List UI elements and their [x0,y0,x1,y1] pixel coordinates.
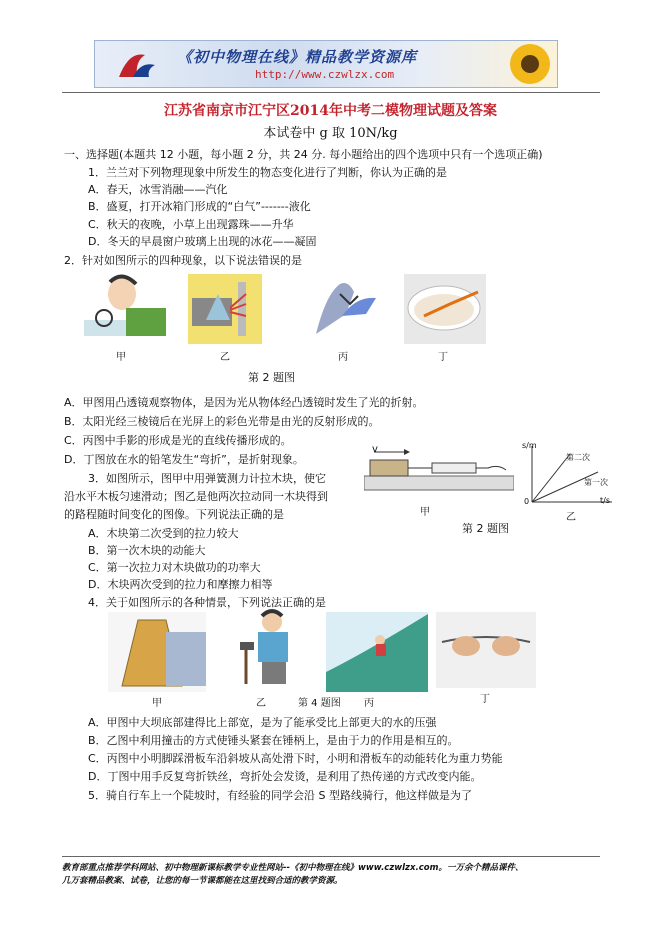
q3-graph-xlabel: t/s [600,496,610,505]
q4-fig-yi-hammer [236,608,300,690]
q4-option-a: A．甲图中大坝底部建得比上部宽，是为了能承受比上部更大的水的压强 [88,716,437,729]
q1-option-a: A．春天，冰雪消融——汽化 [88,183,228,196]
q3-option-c: C．第一次拉力对木块做功的功率大 [88,561,261,574]
q1-option-b: B．盛夏，打开冰箱门形成的“白气”-------液化 [88,200,311,213]
header-rule [62,92,600,93]
q4-fig-jia-dam [108,612,206,692]
q4-figure-caption: 第 4 题图 [298,698,341,709]
q5-stem: 5．骑自行车上一个陡坡时，有经验的同学会沿 S 型路线骑行，他这样做是为了 [88,789,472,802]
q4-option-c: C．丙图中小明脚踩滑板车沿斜坡从高处滑下时，小明和滑板车的动能转化为重力势能 [88,752,503,765]
q2-option-d: D．丁图放在水的铅笔发生“弯折”，是折射现象。 [64,453,304,466]
header-banner [94,40,558,88]
q2-option-a: A．甲图用凸透镜观察物体，是因为光从物体经凸透镜时发生了光的折射。 [64,396,424,409]
banner-title: 《初中物理在线》精品教学资源库 [177,48,418,66]
footer-rule [62,856,600,857]
q4-option-d: D．丁图中用手反复弯折铁丝，弯折处会发烫，是利用了热传递的方式改变内能。 [88,770,482,783]
q3-graph-line-second: 第二次 [566,453,590,462]
page-subtitle: 本试卷中 g 取 10N/kg [263,126,398,141]
q4-label-yi: 乙 [256,698,266,709]
q3-graph-origin: 0 [524,497,530,506]
q3-velocity-label: v [372,444,378,455]
q4-label-ding: 丁 [480,694,490,705]
q3-option-a: A．木块第二次受到的拉力较大 [88,527,239,540]
logo-icon [115,47,159,81]
q3-stem-line3: 的路程随时间变化的图像。下列说法正确的是 [64,508,284,521]
q1-stem: 1．兰兰对下列物理现象中所发生的物态变化进行了判断，你认为正确的是 [88,166,447,179]
footer-line-1: 教育部重点推荐学科网站、初中物理新课标教学专业性网站--《初中物理在线》www.czwlzx.com。一万余个精品课件、 [62,863,524,873]
q3-stem-line2: 沿水平木板匀速滑动；图乙是他两次拉动同一木块得到 [64,490,328,503]
q3-stem-line1: 3．如图所示，图甲中用弹簧测力计拉木块，使它 [88,472,326,485]
q2-figure-caption: 第 2 题图 [248,371,295,384]
section-heading: 一、选择题(本题共 12 小题，每小题 2 分，共 24 分. 每小题给出的四个选项中只有一个选项正确) [64,148,543,161]
q4-label-bing: 丙 [364,698,374,709]
q4-fig-ding-bending-wire [436,612,536,688]
q4-option-b: B．乙图中利用撞击的方式使锤头紧套在锤柄上，是由于力的作用是相互的。 [88,734,459,747]
q2-fig-bing-hand-shadow [306,274,382,344]
q2-label-jia: 甲 [116,352,126,363]
q2-label-bing: 丙 [338,352,348,363]
q2-option-c: C．丙图中手影的形成是光的直线传播形成的。 [64,434,292,447]
banner-url[interactable]: http://www.czwlzx.com [255,68,395,81]
q3-figure-caption: 第 2 题图 [462,522,509,535]
q1-option-d: D．冬天的早晨窗户玻璃上出现的冰花——凝固 [88,235,317,248]
q2-stem: 2．针对如图所示的四种现象，以下说法错误的是 [64,254,302,267]
q2-fig-ding-pencil-water [404,274,486,344]
q4-stem: 4．关于如图所示的各种情景，下列说法正确的是 [88,596,326,609]
q3-graph-ylabel: s/m [522,441,537,450]
footer [62,862,607,888]
q3-option-b: B．第一次木块的动能大 [88,544,206,557]
q3-fig-label-jia: 甲 [420,507,430,518]
q2-fig-jia-magnifier [84,272,172,344]
footer-line-2: 几万套精品教案、试卷，让您的每一节课都能在这里找到合适的教学资源。 [62,876,343,886]
q4-fig-bing-slope [326,612,428,692]
q4-label-jia: 甲 [152,698,162,709]
page-title: 江苏省南京市江宁区2014年中考二模物理试题及答案 [164,103,497,119]
sunflower-icon [503,41,557,87]
q3-graph-line-first: 第一次 [584,478,608,487]
q2-fig-yi-prism [188,274,262,344]
q2-label-ding: 丁 [438,352,448,363]
q3-fig-label-yi: 乙 [566,512,576,523]
q3-option-d: D．木块两次受到的拉力和摩擦力相等 [88,578,273,591]
q2-option-b: B．太阳光经三棱镜后在光屏上的彩色光带是由光的反射形成的。 [64,415,380,428]
q3-fig-jia-spring-scale [364,440,514,502]
q2-label-yi: 乙 [220,352,230,363]
q1-option-c: C．秋天的夜晚，小草上出现露珠——升华 [88,218,294,231]
